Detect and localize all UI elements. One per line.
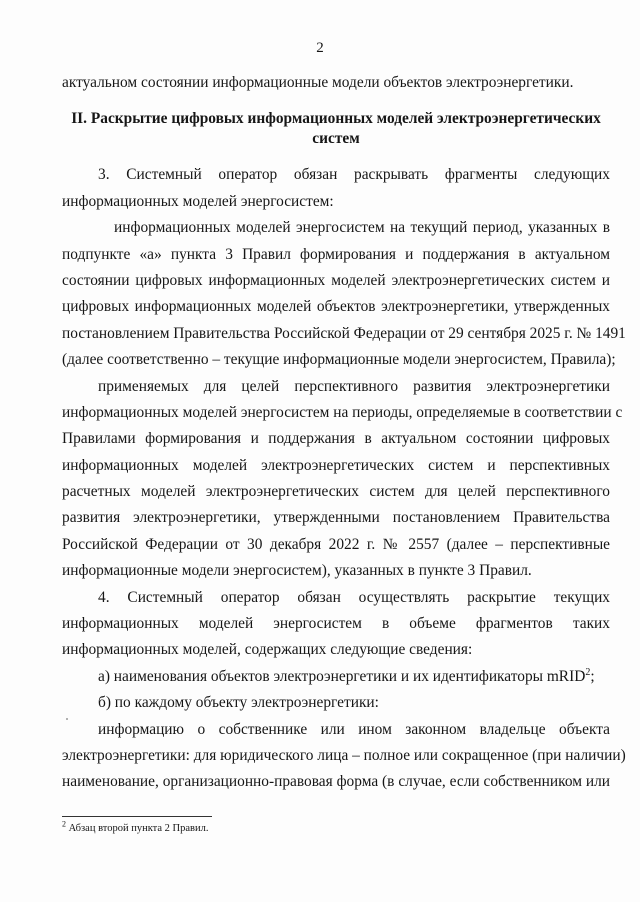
subitem-a-text: а) наименования объектов электроэнергетики и их идентификаторы mRID — [98, 667, 586, 685]
paragraph-owner-info — [62, 717, 626, 796]
text-line: цифровых информационных моделей объектов электроэнергетики, утвержденных — [62, 298, 610, 316]
text-line: информационных моделей энергосистем: — [62, 192, 334, 210]
text-line: информационных моделей, содержащих следующие сведения: — [62, 641, 473, 659]
text-line: состоянии цифровых информационных моделей электроэнергетических систем и — [62, 271, 610, 289]
text-line: информацию о собственнике или ином законном владельце объекта — [98, 720, 610, 738]
text-line: применяемых для целей перспективного развития электроэнергетики — [98, 377, 610, 395]
footnote-separator — [62, 816, 212, 817]
spacer — [62, 96, 610, 109]
text-line: актуальном состоянии информационные модели объектов электроэнергетики. — [62, 74, 574, 91]
paragraph-current-models — [62, 215, 626, 373]
section-heading-line-2: систем — [312, 130, 360, 148]
text-line: Правилами формирования и поддержания в актуальном состоянии цифровых — [62, 430, 610, 448]
text-line: развития электроэнергетики, утвержденными постановлением Правительства — [62, 509, 610, 527]
text-line: информационных моделей электроэнергетических систем и перспективных — [62, 456, 610, 474]
subitem-a — [62, 664, 610, 690]
scan-speck — [66, 718, 68, 720]
text-line: электроэнергетики: для юридического лица – полное или сокращенное (при наличии) — [62, 746, 626, 764]
text-line: наименование, организационно-правовая форма (в случае, если собственником или — [62, 773, 610, 791]
footnote-text: Абзац второй пункта 2 Правил. — [66, 823, 209, 834]
text-line: 3. Системный оператор обязан раскрывать фрагменты следующих — [98, 166, 610, 184]
footnote-reference: 2 — [585, 666, 591, 678]
section-heading — [62, 109, 610, 149]
document-body — [62, 70, 626, 796]
text-line: информационных моделей энергосистем на периоды, определяемые в соответствии с — [62, 403, 623, 421]
subitem-a-tail: ; — [590, 667, 595, 685]
text-line: информационных моделей энергосистем в объеме фрагментов таких — [62, 615, 610, 633]
section-heading-line-1: II. Раскрытие цифровых информационных моделей электроэнергетических — [71, 110, 601, 128]
spacer — [62, 149, 610, 162]
footnote — [62, 819, 610, 836]
text-line: подпункте «а» пункта 3 Правил формирования и поддержания в актуальном — [62, 245, 610, 263]
text-line: постановлением Правительства Российской Федерации от 29 сентября 2025 г. № 1491 — [62, 324, 626, 342]
text-line: расчетных моделей электроэнергетических систем для целей перспективного — [62, 483, 610, 501]
paragraph-prospective-models — [62, 374, 623, 585]
text-line: информационных моделей энергосистем на текущий период, указанных в — [114, 219, 610, 237]
subitem-b: б) по каждому объекту электроэнергетики: — [98, 694, 379, 712]
paragraph-item-4 — [62, 585, 610, 664]
footnote-marker: 2 — [62, 819, 66, 829]
text-line: информационные модели энергосистем), указанных в пункте 3 Правил. — [62, 562, 532, 580]
paragraph-item-3 — [62, 162, 610, 215]
text-line: Российской Федерации от 30 декабря 2022 г. № 2557 (далее – перспективные — [62, 535, 610, 553]
page-number: 2 — [316, 40, 324, 56]
text-line: 4. Системный оператор обязан осуществлять раскрытие текущих — [98, 588, 610, 606]
text-line: (далее соответственно – текущие информационные модели энергосистем, Правила); — [62, 351, 616, 369]
